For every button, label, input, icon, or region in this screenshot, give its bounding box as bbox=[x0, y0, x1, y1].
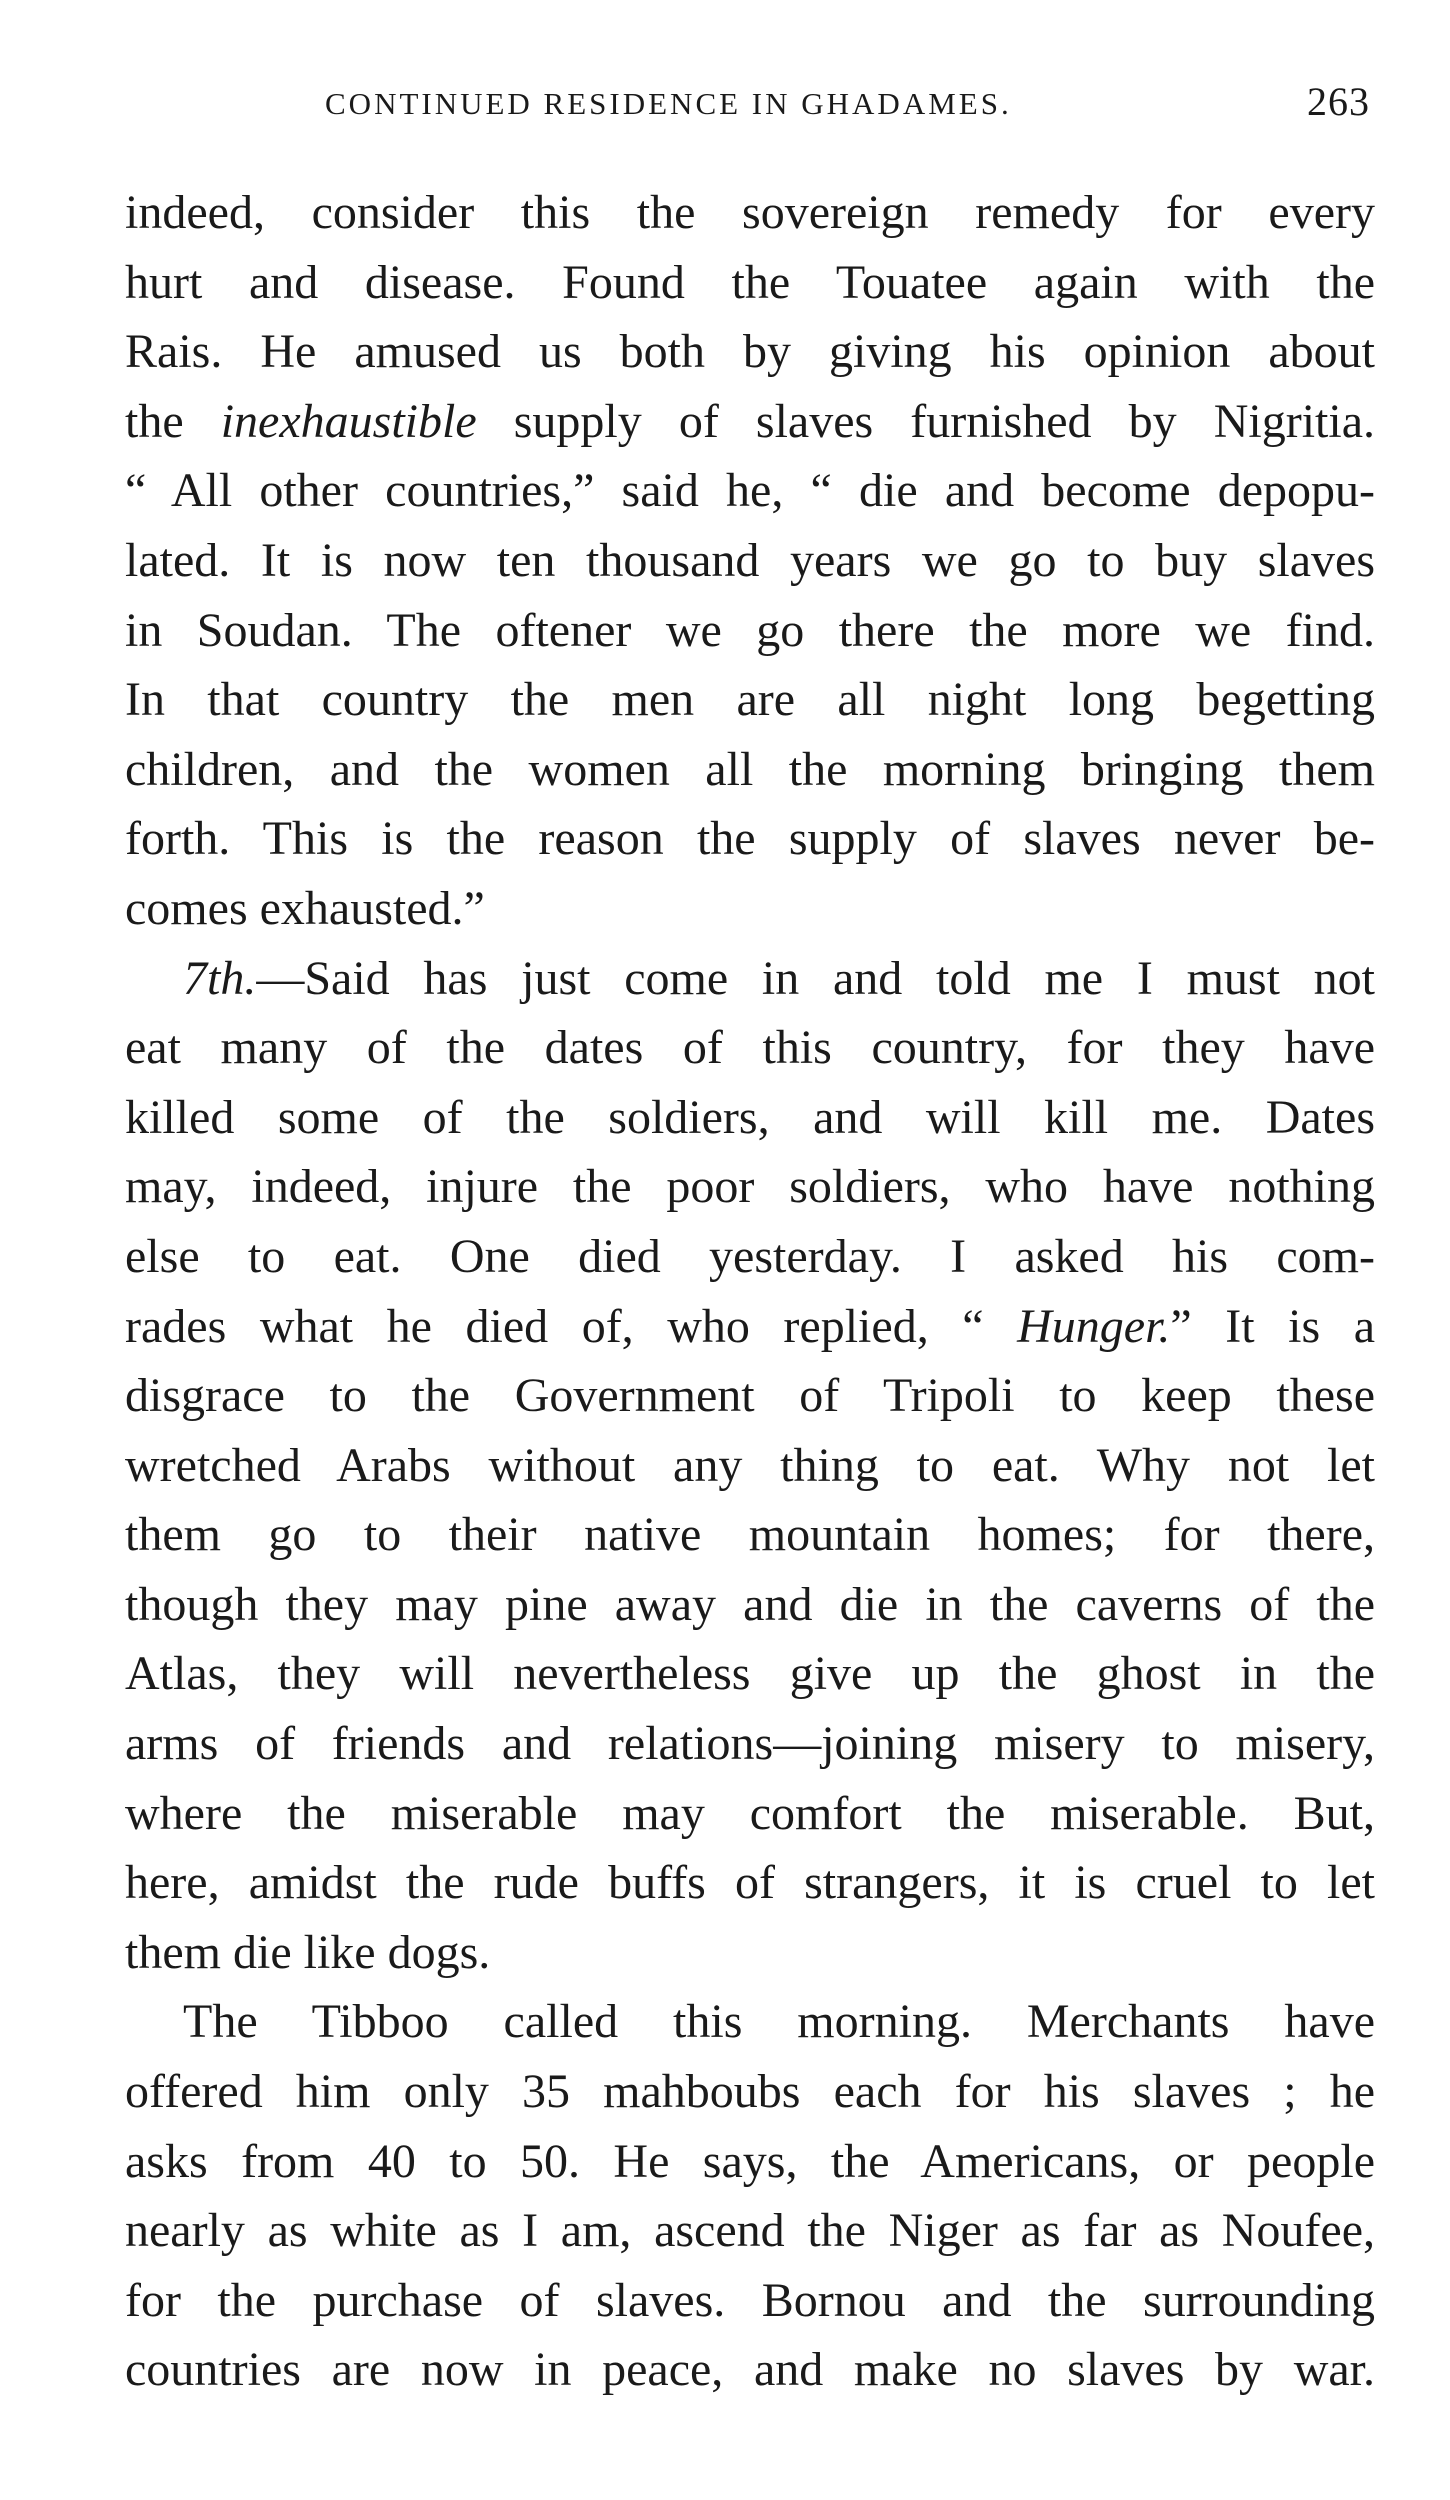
text-line: eat many of the dates of this country, for they have bbox=[125, 1021, 1375, 1075]
text-line: lated. It is now ten thousand years we go to buy slaves bbox=[125, 533, 1375, 587]
text-line: offered him only 35 mahboubs each for his slaves ; he bbox=[125, 2065, 1375, 2119]
text-line: for the purchase of slaves. Bornou and the surrounding bbox=[125, 2273, 1375, 2327]
paragraph-3 bbox=[125, 1987, 1375, 2405]
text-line: killed some of the soldiers, and will kill me. Dates bbox=[125, 1090, 1375, 1144]
text-line: 7th.—Said has just come in and told me I must not bbox=[183, 951, 1375, 1005]
running-title: CONTINUED RESIDENCE IN GHADAMES. bbox=[325, 86, 1012, 121]
text-line: comes exhausted.” bbox=[125, 881, 485, 935]
text-line: The Tibboo called this morning. Merchants have bbox=[183, 1995, 1375, 2049]
text-line: arms of friends and relations—joining misery to misery, bbox=[125, 1717, 1375, 1771]
text-line: though they may pine away and die in the caverns of the bbox=[125, 1577, 1375, 1631]
text-line: asks from 40 to 50. He says, the Americans, or people bbox=[125, 2134, 1375, 2188]
text-line: them go to their native mountain homes; for there, bbox=[125, 1508, 1375, 1562]
text-line: indeed, consider this the sovereign remedy for every bbox=[125, 186, 1375, 239]
text-line: else to eat. One died yesterday. I asked his com- bbox=[125, 1229, 1375, 1283]
running-head bbox=[120, 78, 1370, 138]
text-line: the inexhaustible supply of slaves furnished by Nigritia. bbox=[125, 394, 1375, 448]
text-line: children, and the women all the morning bringing them bbox=[125, 742, 1375, 796]
text-line: In that country the men are all night long begetting bbox=[125, 673, 1375, 727]
text-line: countries are now in peace, and make no slaves by war. bbox=[125, 2343, 1375, 2397]
text-line: Rais. He amused us both by giving his opinion about bbox=[125, 325, 1375, 379]
text-line: wretched Arabs without any thing to eat. Why not let bbox=[125, 1438, 1375, 1492]
text-line: in Soudan. The oftener we go there the more we find. bbox=[125, 603, 1375, 657]
page-number: 263 bbox=[1307, 79, 1370, 124]
paragraph-1 bbox=[125, 178, 1375, 944]
text-line: them die like dogs. bbox=[125, 1925, 491, 1979]
text-line: here, amidst the rude buffs of strangers, it is cruel to let bbox=[125, 1856, 1375, 1910]
text-line: where the miserable may comfort the miserable. But, bbox=[125, 1786, 1375, 1840]
text-line: nearly as white as I am, ascend the Niger as far as Noufee, bbox=[125, 2204, 1375, 2258]
text-line: disgrace to the Government of Tripoli to keep these bbox=[125, 1369, 1375, 1423]
text-line: forth. This is the reason the supply of slaves never be- bbox=[125, 812, 1375, 866]
text-line: “ All other countries,” said he, “ die and become depopu- bbox=[125, 464, 1375, 518]
body-text bbox=[125, 178, 1375, 2405]
text-line: may, indeed, injure the poor soldiers, who have nothing bbox=[125, 1160, 1375, 1214]
text-line: Atlas, they will nevertheless give up the ghost in the bbox=[125, 1647, 1375, 1701]
text-line: hurt and disease. Found the Touatee again with the bbox=[125, 255, 1375, 309]
text-line: rades what he died of, who replied, “ Hunger.” It is a bbox=[125, 1299, 1375, 1353]
paragraph-2 bbox=[125, 944, 1375, 1988]
